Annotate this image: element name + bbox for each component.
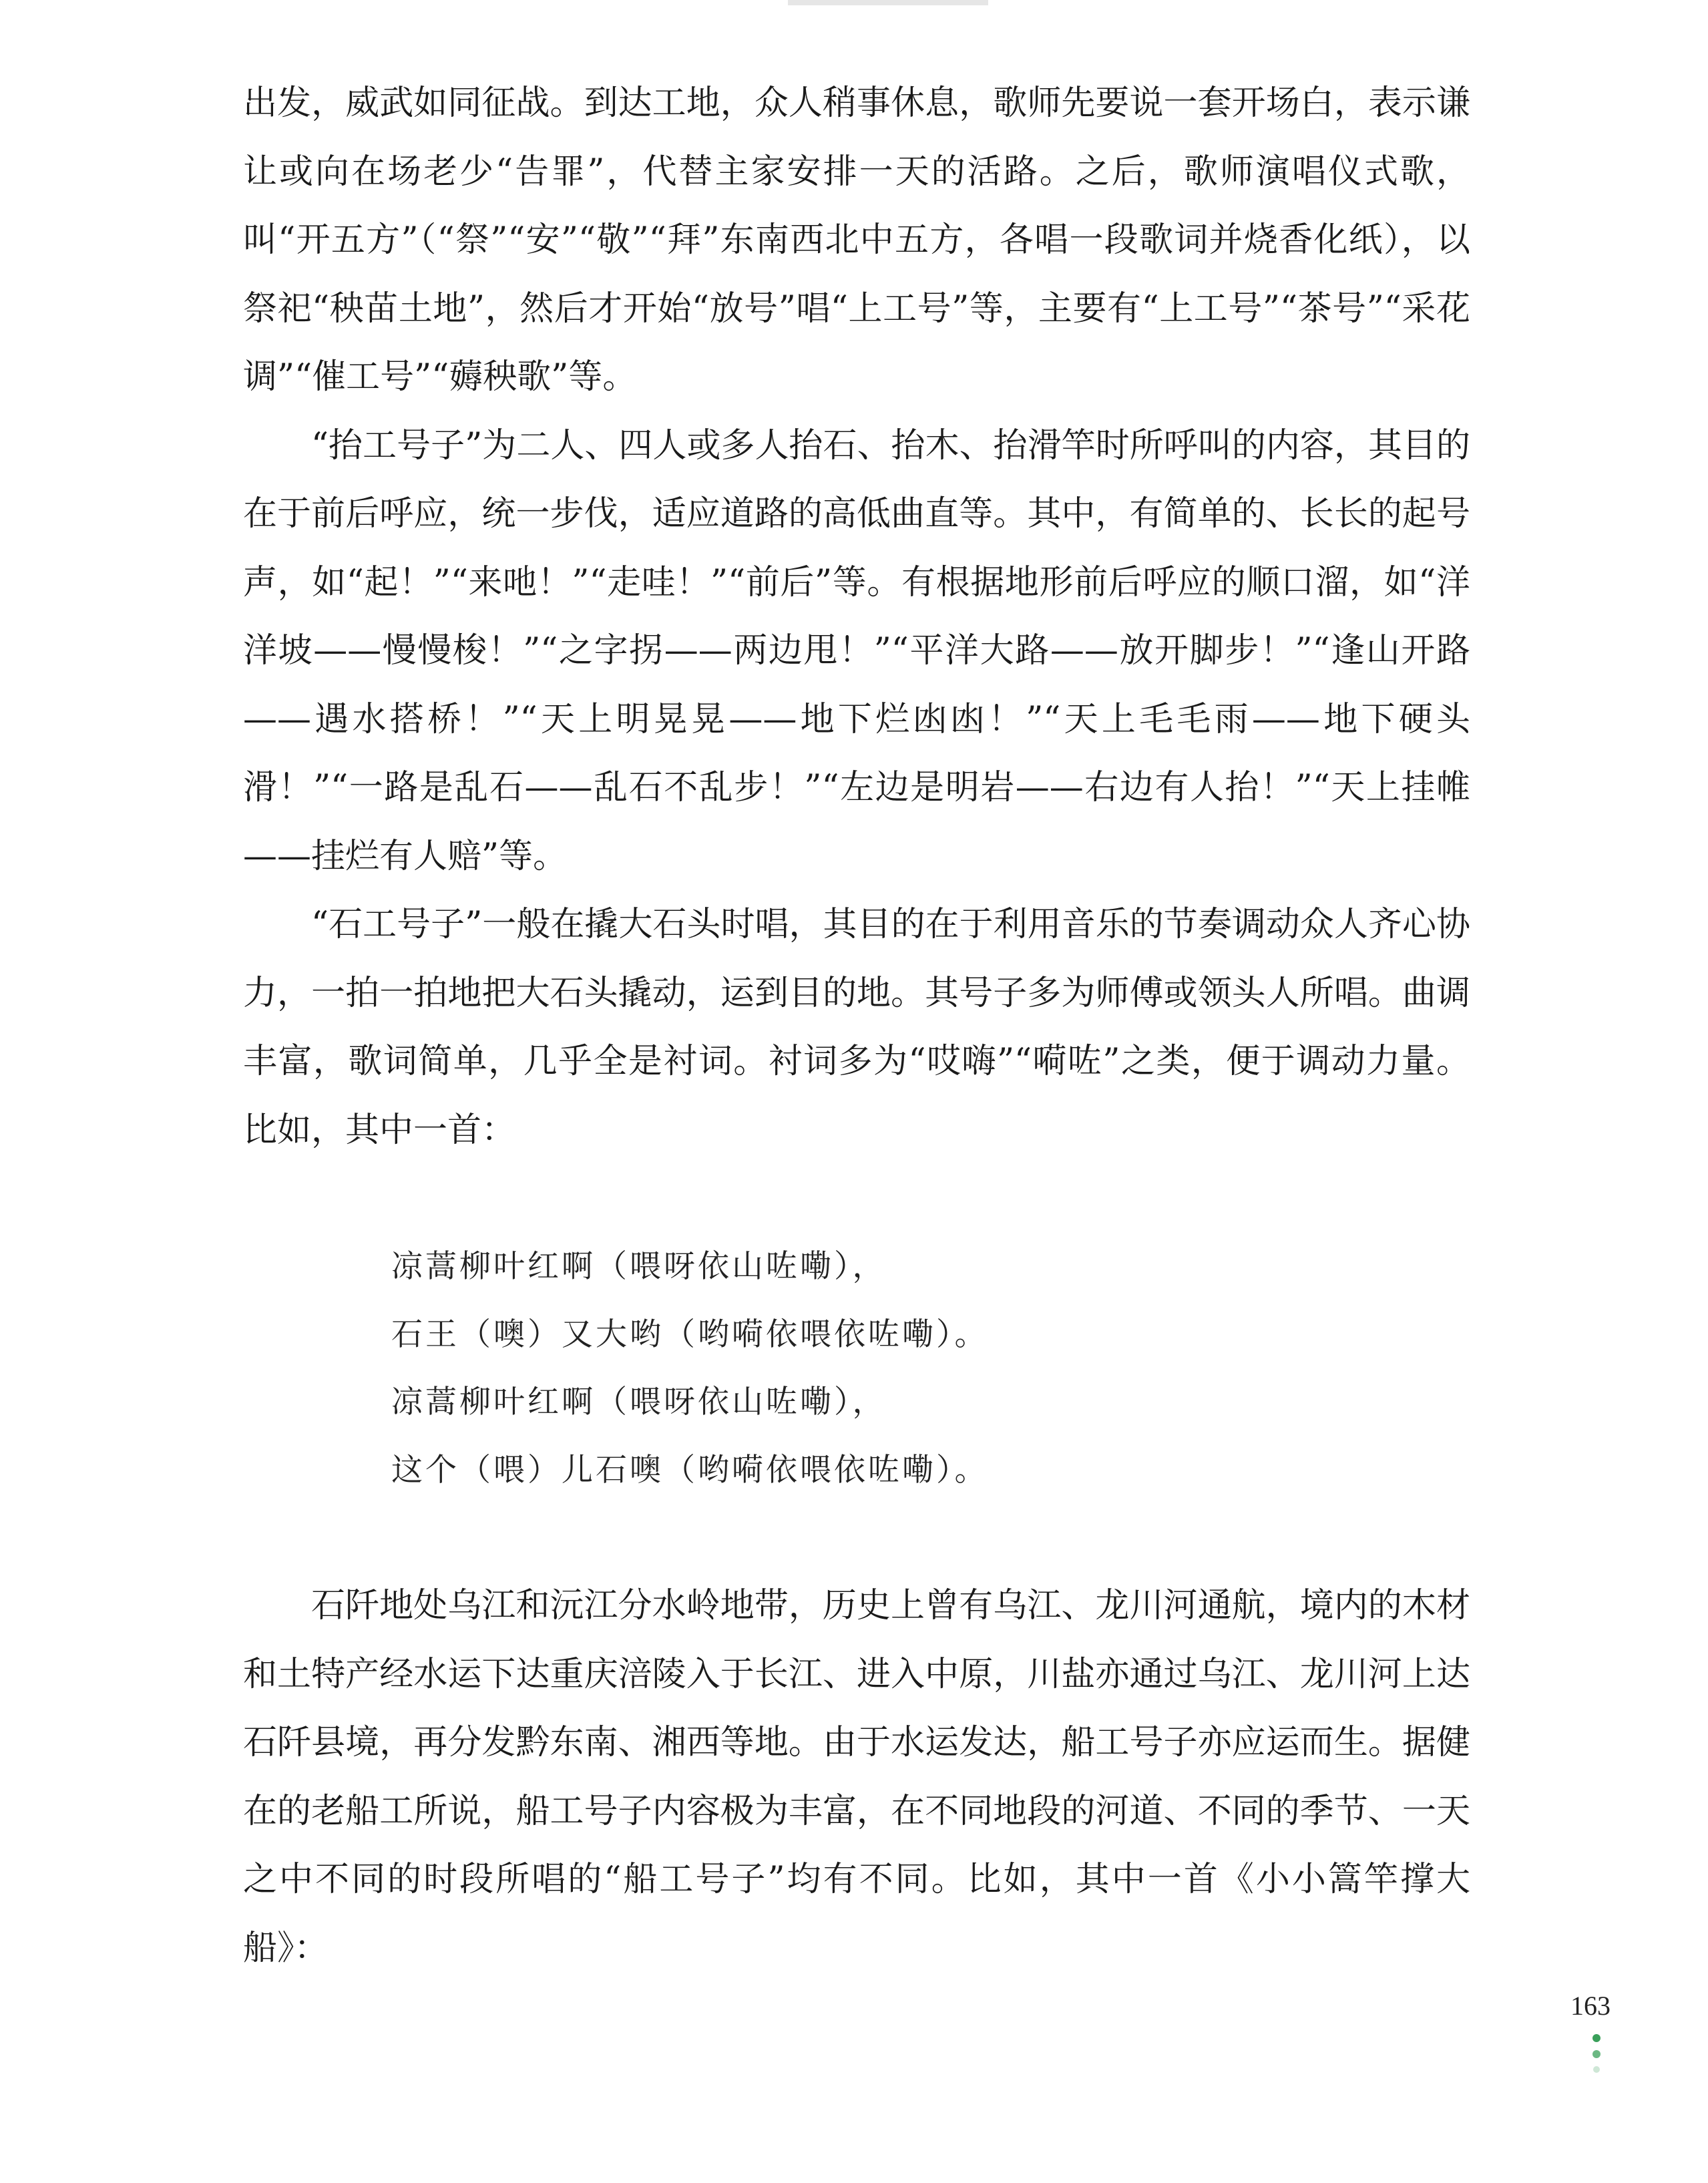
paragraph-carrying-chants: “抬工号子”为二人、四人或多人抬石、抬木、抬滑竿时所呼叫的内容，其目的在于前后呼应，统一步伐，适应道路的高低曲直等。其中，有简单的、长长的起号声，如“起！”“来吔！”“走哇！”“前后”等。有根据地形前后呼应的顺口溜，如“洋洋坡——慢慢梭！”“之字拐——两边甩！”“平洋大路——放开脚步！”“逢山开路——遇水搭桥！”“天上明晃晃——地下烂凼凼！”“天上毛毛雨——地下硬头滑！”“一路是乱石——乱石不乱步！”“左边是明岩——右边有人抬！”“天上挂帷——挂烂有人赔”等。 [243, 425, 1470, 876]
header-remnant [788, 0, 988, 5]
page-number: 163 [1570, 1991, 1611, 2021]
decorative-dot-icon [1592, 2034, 1600, 2042]
song-line-1: 凉蒿柳叶红啊（喂呀依山咗嘞）， [391, 1248, 887, 1285]
decorative-dot-icon [1592, 2050, 1600, 2058]
song-lyrics [391, 1233, 1470, 1504]
paragraph-stone-work-chants: “石工号子”一般在撬大石头时唱，其目的在于利用音乐的节奏调动众人齐心协力，一拍一拍地把大石头撬动，运到目的地。其号子多为师傅或领头人所唱。曲调丰富，歌词简单，几乎全是衬词。衬词多为“哎嗨”“嗬咗”之类，便于调动力量。比如，其中一首： [243, 905, 1470, 1150]
decorative-dot-icon [1593, 2066, 1600, 2073]
paragraph-work-songs-continued: 出发，威武如同征战。到达工地，众人稍事休息，歌师先要说一套开场白，表示谦让或向在场老少“告罪”，代替主家安排一天的活路。之后，歌师演唱仪式歌，叫“开五方”（“祭”“安”“敬”“拜”东南西北中五方，各唱一段歌词并烧香化纸），以祭祀“秧苗土地”，然后才开始“放号”唱“上工号”等，主要有“上工号”“茶号”“采花调”“催工号”“薅秧歌”等。 [243, 83, 1470, 397]
song-line-3: 凉蒿柳叶红啊（喂呀依山咗嘞）， [391, 1384, 887, 1420]
song-line-4: 这个（喂）儿石噢（哟嗬依喂依咗嘞）。 [391, 1451, 989, 1489]
paragraph-boatmen-chants: 石阡地处乌江和沅江分水岭地带，历史上曾有乌江、龙川河通航，境内的木材和土特产经水运下达重庆涪陵入于长江、进入中原，川盐亦通过乌江、龙川河上达石阡县境，再分发黔东南、湘西等地。由于水运发达，船工号子亦应运而生。据健在的老船工所说，船工号子内容极为丰富，在不同地段的河道、不同的季节、一天之中不同的时段所唱的“船工号子”均有不同。比如，其中一首《小小篙竿撑大船》： [243, 1586, 1470, 1968]
song-line-2: 石王（噢）又大哟（哟嗬依喂依咗嘞）。 [391, 1316, 989, 1353]
page-body [243, 69, 1470, 1983]
